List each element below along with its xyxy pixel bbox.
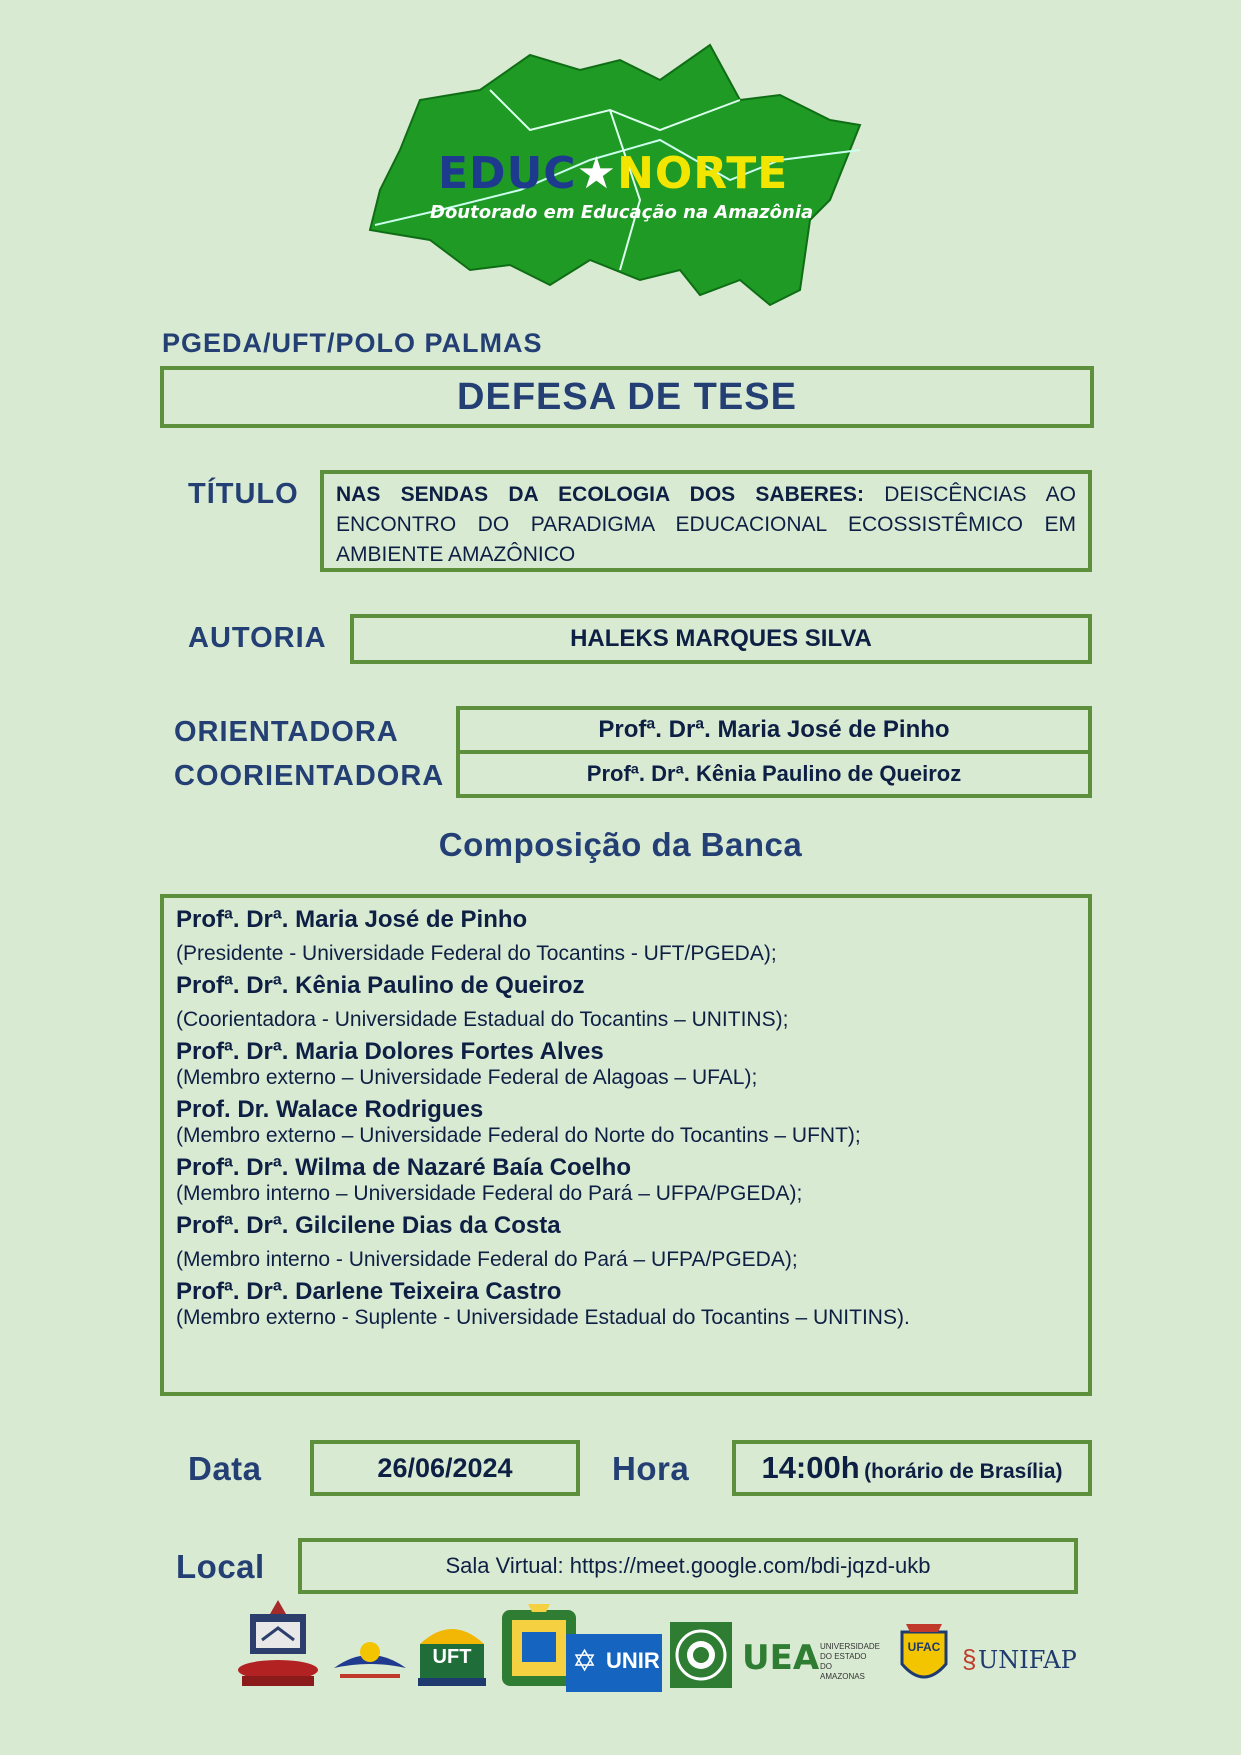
unifap-flag-icon: § bbox=[962, 1644, 977, 1674]
time-value: 14:00h bbox=[761, 1450, 860, 1485]
member-role: (Membro interno - Universidade Federal do Pará – UFPA/PGEDA); bbox=[176, 1248, 798, 1271]
coadvisor-box bbox=[456, 750, 1092, 798]
advisor-name: Profª. Drª. Maria José de Pinho bbox=[598, 716, 950, 743]
member-name: Profª. Drª. Maria Dolores Fortes Alves bbox=[176, 1038, 604, 1065]
member-5 bbox=[176, 1154, 1076, 1206]
unir-label: UNIR bbox=[606, 1648, 660, 1673]
meeting-link[interactable]: Sala Virtual: https://meet.google.com/bdi-jqzd-ukb bbox=[445, 1553, 931, 1578]
uea-logo bbox=[742, 1638, 881, 1682]
member-role: (Membro externo – Universidade Federal de Alagoas – UFAL); bbox=[176, 1066, 758, 1089]
thesis-label: TÍTULO bbox=[188, 478, 299, 510]
author-label: AUTORIA bbox=[188, 622, 327, 654]
coadvisor-name: Profª. Drª. Kênia Paulino de Queiroz bbox=[586, 761, 962, 786]
member-role: (Membro externo – Universidade Federal do Norte do Tocantins – UFNT); bbox=[176, 1124, 861, 1147]
member-4 bbox=[176, 1096, 1076, 1148]
title-box bbox=[160, 366, 1094, 428]
logo-tagline: Doutorado em Educação na Amazônia bbox=[430, 202, 814, 223]
member-role: (Presidente - Universidade Federal do Tocantins - UFT/PGEDA); bbox=[176, 942, 777, 965]
ufam-seal-icon bbox=[670, 1622, 732, 1688]
member-7 bbox=[176, 1278, 1076, 1330]
member-6 bbox=[176, 1212, 1076, 1272]
unifap-label: UNIFAP bbox=[978, 1646, 1077, 1674]
thesis-title-rest: DEISCÊNCIAS AO ENCONTRO DO PARADIGMA EDUCACIONAL ECOSSISTÊMICO EM AMBIENTE AMAZÔNICO bbox=[336, 483, 1076, 566]
logo-brand-left: EDUC bbox=[438, 148, 577, 199]
member-name: Profª. Drª. Wilma de Nazaré Baía Coelho bbox=[176, 1154, 631, 1181]
thesis-title bbox=[336, 480, 1076, 570]
star-icon: ★ bbox=[576, 148, 618, 199]
advisor-box bbox=[456, 706, 1092, 754]
uea-sublabel: UNIVERSIDADE DO ESTADO DO AMAZONAS bbox=[820, 1642, 881, 1681]
unir-logo bbox=[566, 1634, 662, 1692]
time-box bbox=[732, 1440, 1092, 1496]
ufac-logo bbox=[896, 1624, 952, 1690]
committee-box bbox=[160, 894, 1092, 1396]
member-name: Profª. Drª. Darlene Teixeira Castro bbox=[176, 1278, 562, 1305]
member-role: (Coorientadora - Universidade Estadual do Tocantins – UNITINS); bbox=[176, 1008, 789, 1031]
member-3 bbox=[176, 1038, 1076, 1090]
logo-brand-right: NORTE bbox=[617, 148, 789, 199]
location-box bbox=[298, 1538, 1078, 1594]
uft-logo bbox=[414, 1614, 490, 1690]
date-label: Data bbox=[188, 1450, 262, 1487]
time-note: (horário de Brasília) bbox=[864, 1460, 1063, 1483]
unitins-logo-icon bbox=[334, 1632, 406, 1680]
author-box bbox=[350, 614, 1092, 664]
thesis-title-bold: NAS SENDAS DA ECOLOGIA DOS SABERES: bbox=[336, 483, 864, 506]
unir-star-icon: ✡ bbox=[572, 1645, 598, 1678]
committee-heading: Composição da Banca bbox=[438, 826, 803, 863]
member-name: Profª. Drª. Kênia Paulino de Queiroz bbox=[176, 972, 585, 999]
author-name: HALEKS MARQUES SILVA bbox=[570, 625, 872, 652]
program-name: PGEDA/UFT/POLO PALMAS bbox=[162, 328, 543, 358]
time-text bbox=[736, 1444, 1088, 1498]
coadvisor-label: COORIENTADORA bbox=[174, 760, 445, 792]
member-1 bbox=[176, 906, 1076, 966]
educanorte-logo bbox=[360, 40, 880, 310]
date-value: 26/06/2024 bbox=[377, 1453, 513, 1483]
thesis-title-box bbox=[320, 470, 1092, 572]
institution-logos bbox=[236, 1600, 1077, 1700]
ufpa-seal-icon bbox=[236, 1600, 320, 1692]
member-2 bbox=[176, 972, 1076, 1032]
location-label: Local bbox=[176, 1548, 265, 1585]
page-title: DEFESA DE TESE bbox=[457, 376, 797, 418]
time-label: Hora bbox=[612, 1450, 690, 1487]
advisor-label: ORIENTADORA bbox=[174, 716, 399, 748]
ufac-label: UFAC bbox=[907, 1640, 941, 1654]
date-box bbox=[310, 1440, 580, 1496]
member-name: Prof. Dr. Walace Rodrigues bbox=[176, 1096, 484, 1123]
member-name: Profª. Drª. Gilcilene Dias da Costa bbox=[176, 1212, 561, 1239]
member-name: Profª. Drª. Maria José de Pinho bbox=[176, 906, 528, 933]
member-role: (Membro interno – Universidade Federal do Pará – UFPA/PGEDA); bbox=[176, 1182, 803, 1205]
member-role: (Membro externo - Suplente - Universidade Estadual do Tocantins – UNITINS). bbox=[176, 1306, 910, 1329]
uea-label: UEA bbox=[742, 1638, 820, 1678]
unifap-logo bbox=[962, 1642, 1077, 1682]
uft-label: UFT bbox=[432, 1646, 472, 1668]
